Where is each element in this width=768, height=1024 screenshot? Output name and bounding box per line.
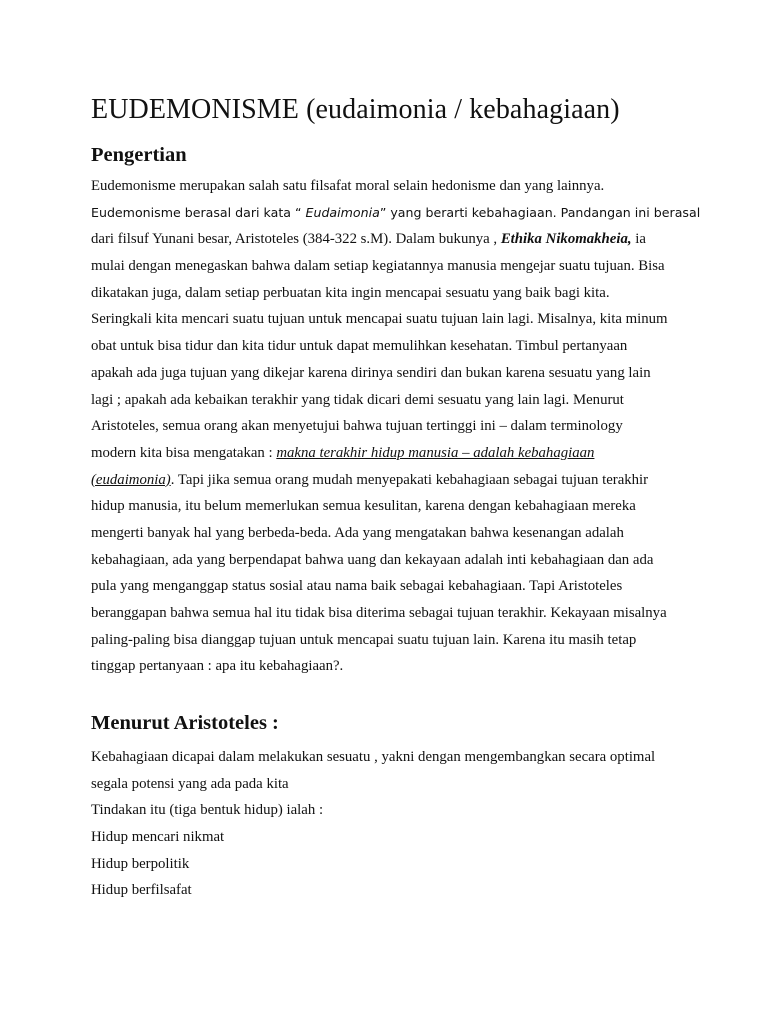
text-line: hidup manusia, itu belum memerlukan semua kesulitan, karena dengan kebahagiaan mereka — [91, 498, 636, 515]
text-span: ” yang berarti kebahagiaan. Pandangan ini berasal — [379, 204, 701, 220]
text-line — [91, 200, 700, 227]
text-line: mengerti banyak hal yang berbeda-beda. Ada yang mengatakan bahwa kesenangan adalah — [91, 524, 624, 541]
text-span: dari filsuf Yunani besar, Aristoteles (384-322 s.M). Dalam bukunya , — [91, 231, 501, 248]
text-span: Eudemonisme berasal dari kata “ — [91, 204, 306, 220]
document-title: EUDEMONISME (eudaimonia / kebahagiaan) — [91, 94, 620, 125]
text-line: beranggapan bahwa semua hal itu tidak bisa diterima sebagai tujuan terakhir. Kekayaan misalnya — [91, 605, 667, 621]
text-line: mulai dengan menegaskan bahwa dalam setiap kegiatannya manusia mengejar suatu tujuan. Bisa — [91, 258, 665, 275]
text-line: Aristoteles, semua orang akan menyetujui bahwa tujuan tertinggi ini – dalam terminology — [91, 418, 623, 435]
text-line: Eudemonisme merupakan salah satu filsafat moral selain hedonisme dan yang lainnya. — [91, 178, 605, 194]
text-line: lagi ; apakah ada kebaikan terakhir yang tidak dicari demi sesuatu yang lain lagi. Menurut — [91, 391, 624, 408]
text-line: paling-paling bisa dianggap tujuan untuk mencapai suatu tujuan lain. Karena itu masih tetap — [91, 631, 637, 648]
emphasis-eudaimonia: Eudaimonia — [305, 204, 380, 220]
heading-pengertian: Pengertian — [91, 144, 187, 166]
text-line — [91, 440, 700, 467]
text-line: pula yang menganggap status sosial atau nama baik sebagai kebahagiaan. Tapi Aristoteles — [91, 578, 623, 595]
text-line: Seringkali kita mencari suatu tujuan untuk mencapai suatu tujuan lain lagi. Misalnya, kita minum — [91, 311, 668, 328]
pengertian-paragraph — [91, 173, 700, 680]
text-span: ia — [631, 231, 646, 248]
heading-menurut-aristoteles: Menurut Aristoteles : — [91, 712, 279, 734]
text-line: dikatakan juga, dalam setiap perbuatan kita ingin mencapai sesuatu yang baik bagi kita. — [91, 284, 610, 301]
text-line: obat untuk bisa tidur dan kita tidur untuk dapat memulihkan kesehatan. Timbul pertanyaan — [91, 338, 628, 355]
text-span: . Tapi jika semua orang mudah menyepakati kebahagiaan sebagai tujuan terakhir — [170, 471, 649, 488]
life-form-item: Hidup berpolitik — [91, 855, 190, 872]
text-line: tinggap pertanyaan : apa itu kebahagiaan?. — [91, 658, 344, 675]
text-line: Kebahagiaan dicapai dalam melakukan sesuatu , yakni dengan mengembangkan secara optimal — [91, 749, 656, 765]
text-line — [91, 226, 700, 253]
text-line: apakah ada juga tujuan yang dikejar karena dirinya sendiri dan bukan karena sesuatu yang lain — [91, 364, 651, 381]
life-form-item: Hidup mencari nikmat — [91, 829, 225, 846]
life-form-item: Hidup berfilsafat — [91, 882, 192, 899]
book-title-ethika: Ethika Nikomakheia, — [500, 231, 632, 248]
text-line: segala potensi yang ada pada kita — [91, 775, 289, 792]
underlined-phrase: (eudaimonia) — [91, 471, 171, 488]
text-line — [91, 467, 700, 494]
underlined-phrase: makna terakhir hidup manusia – adalah kebahagiaan — [276, 444, 595, 461]
text-span: modern kita bisa mengatakan : — [91, 444, 277, 461]
text-line: kebahagiaan, ada yang berpendapat bahwa uang dan kekayaan adalah inti kebahagiaan dan ada — [91, 551, 654, 568]
menurut-paragraph — [91, 744, 655, 904]
text-line: Tindakan itu (tiga bentuk hidup) ialah : — [91, 802, 324, 819]
